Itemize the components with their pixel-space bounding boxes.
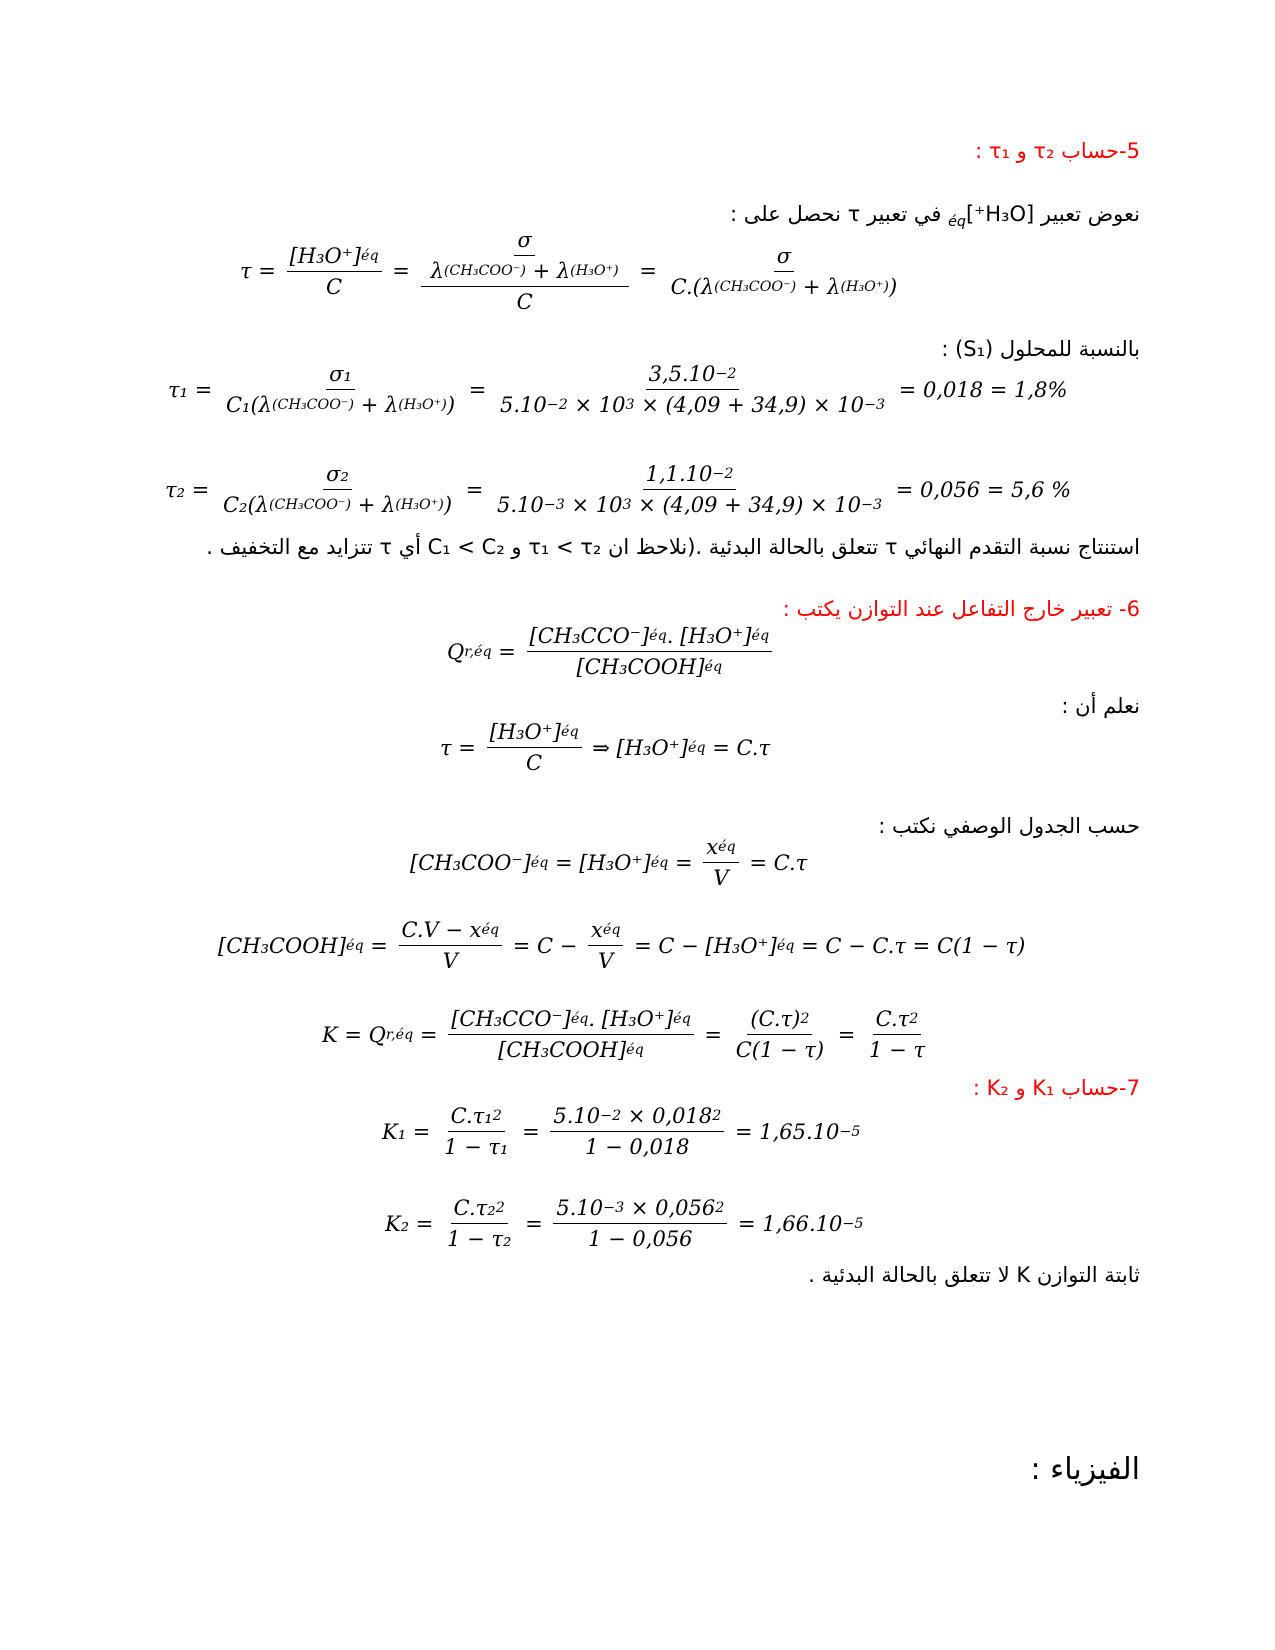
math-group <box>223 493 452 517</box>
math-text: C(1 − τ) <box>735 1038 825 1062</box>
fraction <box>421 228 629 314</box>
section6-heading <box>783 599 1140 620</box>
math-text: ) <box>888 274 898 299</box>
superscript: −3 <box>861 497 883 513</box>
math-text: × 0,056 <box>624 1196 716 1220</box>
math-text: C <box>516 290 533 314</box>
fraction-denominator <box>514 287 536 314</box>
math-text: τ₁ = <box>168 377 219 402</box>
math-text: ) <box>443 493 453 517</box>
math-text: τ = <box>440 735 483 760</box>
fraction <box>733 1007 827 1062</box>
fraction <box>553 1196 727 1251</box>
math-text: × 10 <box>564 493 623 517</box>
math-text: 3,5.10 <box>648 362 716 386</box>
math-text: 5.10 <box>556 1196 604 1220</box>
math-group <box>876 1007 919 1031</box>
math-text: ⇒ [H₃O⁺] <box>585 735 688 760</box>
fraction-numerator <box>774 244 794 272</box>
math-text: [CH₃COOH] <box>218 933 346 958</box>
fraction-denominator <box>668 272 901 299</box>
math-text: = <box>459 477 490 502</box>
equation-conc-acid <box>218 918 1025 973</box>
subscript: r,éq <box>385 1026 414 1043</box>
fraction-numerator <box>703 835 738 863</box>
superscript: −3 <box>864 397 886 413</box>
math-group <box>490 720 579 744</box>
math-text: = C − [H₃O⁺] <box>627 933 777 958</box>
math-text: V <box>442 949 458 973</box>
math-text: C.τ₁ <box>450 1104 493 1128</box>
fraction-denominator <box>428 256 622 283</box>
fraction-denominator <box>444 1224 514 1251</box>
subscript: éq <box>570 1011 589 1027</box>
math-text: x <box>706 835 719 859</box>
section7-conclusion <box>808 1265 1140 1286</box>
fraction-numerator <box>514 228 534 256</box>
math-group <box>750 1007 809 1031</box>
equation-qr <box>447 624 776 679</box>
superscript: 3 <box>622 497 632 513</box>
math-text: × (4,09 + 34,9) × 10 <box>631 493 861 517</box>
math-text: ثابتة التوازن K لا تتعلق بالحالة البدئية . <box>808 1263 1140 1287</box>
fraction-denominator <box>497 390 888 417</box>
math-text: C.(λ <box>670 274 715 299</box>
fraction-numerator <box>588 918 623 946</box>
math-text: x <box>591 918 603 942</box>
math-text: σ₁ <box>329 362 352 386</box>
superscript: −5 <box>839 1123 861 1140</box>
subscript: (H₃O⁺) <box>840 278 889 295</box>
solution-s1-label <box>941 339 1140 360</box>
math-text: = <box>385 259 417 283</box>
math-text: = C − <box>506 933 585 958</box>
fraction-denominator <box>574 652 726 679</box>
subscript: éq <box>626 1042 644 1058</box>
subscript: (CH₃COO⁻) <box>443 263 526 279</box>
fraction <box>494 462 885 517</box>
math-text: استنتاج نسبة التقدم النهائي τ تتعلق بالحالة البدئية .(نلاحظ ان τ₁ < τ₂ و C₁ < C₂ أي τ تتزايد مع التخفيف . <box>206 535 1140 559</box>
subscript: éq <box>561 724 579 740</box>
math-text: 1 − τ <box>869 1038 925 1062</box>
math-text: = 0,018 = 1,8% <box>892 377 1068 402</box>
math-text: + λ <box>525 259 571 283</box>
math-text: C <box>326 274 343 299</box>
math-text: = <box>668 850 700 875</box>
math-group <box>530 624 770 648</box>
fraction <box>703 835 738 890</box>
math-text: (C.τ) <box>750 1007 801 1031</box>
fraction-numerator <box>451 1196 508 1224</box>
superscript: 2 <box>800 1011 810 1027</box>
fraction <box>668 244 901 299</box>
subscript: éq <box>650 854 669 871</box>
math-group <box>431 259 619 283</box>
fraction <box>527 624 773 679</box>
equation-k2 <box>385 1196 863 1251</box>
math-text: K = Q <box>322 1022 386 1047</box>
section5-heading <box>975 141 1140 162</box>
superscript: −2 <box>715 366 737 382</box>
fraction-denominator <box>220 490 455 517</box>
math-text: الفيزياء : <box>1030 1452 1140 1487</box>
fraction <box>441 1104 511 1159</box>
math-text: = 1,65.10 <box>728 1119 840 1144</box>
math-group <box>290 244 379 268</box>
fraction <box>220 462 455 517</box>
math-text: 1 − τ₁ <box>444 1135 509 1159</box>
subscript: éq <box>361 247 379 264</box>
fraction-numerator <box>399 918 503 946</box>
subscript: éq <box>602 922 621 938</box>
subscript: éq <box>751 628 770 644</box>
fraction <box>866 1007 928 1062</box>
subscript: éq <box>649 628 667 644</box>
math-group <box>454 1196 505 1220</box>
superscript: −5 <box>842 1215 864 1232</box>
math-text: [CH₃COOH] <box>576 655 705 679</box>
math-text: 1,1.10 <box>645 462 713 486</box>
math-text: = 1,66.10 <box>731 1211 843 1236</box>
subscript: éq <box>481 922 500 938</box>
math-text: = <box>518 1211 550 1236</box>
math-text: = <box>462 377 493 402</box>
subscript: éq <box>718 839 736 855</box>
math-group <box>226 393 455 417</box>
subscript: (CH₃COO⁻) <box>271 397 355 413</box>
fraction-denominator <box>495 1035 647 1062</box>
subscript: éq <box>776 937 795 954</box>
fraction <box>287 244 382 299</box>
math-group <box>649 362 737 386</box>
math-text: 6- تعبير خارج التفاعل عند التوازن يكتب : <box>782 597 1140 621</box>
fraction-numerator <box>487 720 582 748</box>
fraction-numerator <box>326 362 355 390</box>
math-text: = C − C.τ = C(1 − τ) <box>794 933 1026 958</box>
superscript: 2 <box>495 1200 505 1216</box>
fraction <box>428 228 622 283</box>
math-group <box>706 835 735 859</box>
math-text: C <box>526 751 543 775</box>
subscript: éq <box>673 1011 691 1027</box>
superscript: −2 <box>712 466 734 482</box>
math-text: [CH₃COOH] <box>498 1038 627 1062</box>
math-text: C.V − x <box>401 918 482 942</box>
math-text: K₂ = <box>385 1211 441 1236</box>
equation-conc-equal <box>410 835 807 890</box>
math-text: + λ <box>796 274 841 299</box>
math-text: C.τ <box>875 1007 910 1031</box>
subscript: (H₃O⁺) <box>398 397 447 413</box>
math-text: C₁(λ <box>225 393 272 417</box>
math-text: Q <box>447 639 465 664</box>
subscript: (CH₃COO⁻) <box>268 497 352 513</box>
fraction <box>399 918 503 973</box>
equation-k1 <box>382 1104 860 1159</box>
math-text: 5.10 <box>499 393 547 417</box>
math-group <box>671 275 898 299</box>
superscript: −2 <box>546 397 568 413</box>
section5-conclusion <box>206 537 1140 558</box>
math-text: σ₂ <box>326 462 349 486</box>
math-text: × (4,09 + 34,9) × 10 <box>634 393 864 417</box>
math-group <box>577 655 723 679</box>
math-text: = <box>515 1119 547 1144</box>
math-text: 1 − τ₂ <box>447 1227 512 1251</box>
fraction-denominator <box>440 946 461 973</box>
equation-tau1 <box>168 362 1067 417</box>
math-text: . [H₃O⁺] <box>666 624 752 648</box>
fraction-denominator <box>595 946 616 973</box>
section5-intro <box>730 204 1140 229</box>
math-group <box>451 1104 502 1128</box>
subscript: éq <box>687 739 706 756</box>
math-text: [CH₃CCO⁻] <box>529 624 650 648</box>
math-group <box>553 1104 721 1128</box>
fraction-denominator <box>441 1132 511 1159</box>
math-text: = C.τ <box>742 850 808 875</box>
subscript: éq <box>704 659 723 675</box>
fraction <box>497 362 888 417</box>
fraction-denominator <box>223 390 458 417</box>
fraction-numerator <box>527 624 773 652</box>
fraction <box>588 918 623 973</box>
superscript: −3 <box>543 497 565 513</box>
math-text: [H₃O⁺] <box>489 720 561 744</box>
math-text: = [H₃O⁺] <box>548 850 651 875</box>
math-text: σ <box>517 228 532 252</box>
math-text: σ <box>776 243 792 268</box>
math-text: + λ <box>354 393 399 417</box>
math-text: 7-حساب K₁ و K₂ : <box>972 1076 1140 1100</box>
fraction <box>448 1007 694 1062</box>
math-group <box>556 1196 724 1220</box>
math-group <box>591 918 620 942</box>
fraction-denominator <box>710 863 731 890</box>
math-text: = <box>831 1022 863 1047</box>
superscript: −2 <box>600 1108 622 1124</box>
math-text: τ = <box>240 259 283 283</box>
math-text: = <box>632 259 664 283</box>
math-text: نعوض تعبير <box>1034 202 1140 226</box>
math-text: حسب الجدول الوصفي نكتب : <box>878 814 1140 838</box>
math-text: = <box>491 639 523 664</box>
math-group <box>451 1007 691 1031</box>
superscript: 2 <box>909 1011 919 1027</box>
math-text: × 10 <box>567 393 626 417</box>
math-text: K₁ = <box>382 1119 438 1144</box>
math-text: 5.10 <box>496 493 544 517</box>
math-text: = <box>363 933 395 958</box>
fraction-denominator <box>585 1224 695 1251</box>
equation-k-general <box>322 1007 932 1062</box>
math-text: = 0,056 = 5,6 % <box>889 477 1072 502</box>
fraction-denominator <box>582 1132 692 1159</box>
we-know-label <box>1061 696 1140 717</box>
physics-heading <box>1030 1452 1141 1487</box>
math-text: V <box>713 866 729 890</box>
fraction <box>444 1196 514 1251</box>
math-text: C₂(λ <box>222 493 269 517</box>
math-text: 1 − 0,018 <box>585 1135 690 1159</box>
math-text: نعلم أن : <box>1061 694 1140 718</box>
math-text: = C.τ <box>705 735 771 760</box>
subscript: (H₃O⁺) <box>570 263 619 279</box>
subscript: éq <box>948 213 966 230</box>
math-group <box>402 918 500 942</box>
fraction-denominator <box>323 272 345 299</box>
fraction-numerator <box>747 1007 812 1035</box>
math-text: = <box>697 1022 729 1047</box>
fraction <box>550 1104 724 1159</box>
math-text: في تعبير τ نحصل على : <box>730 202 949 226</box>
math-text: = <box>413 1022 445 1047</box>
math-text: + λ <box>351 493 396 517</box>
math-text: λ <box>430 259 444 283</box>
fraction-numerator <box>448 1007 694 1035</box>
fraction-numerator <box>550 1104 724 1132</box>
fraction-numerator <box>323 462 352 490</box>
section7-heading <box>973 1078 1140 1099</box>
math-text: ) <box>446 393 456 417</box>
math-group <box>498 1038 644 1062</box>
math-text: 1 − 0,056 <box>588 1227 693 1251</box>
fraction-numerator <box>421 228 629 287</box>
math-text: τ₂ = <box>165 477 216 502</box>
fraction <box>223 362 458 417</box>
fraction-numerator <box>646 362 740 390</box>
math-text: [CH₃COO⁻] <box>410 850 531 875</box>
equation-tau-h3o <box>440 720 770 775</box>
subscript: éq <box>530 854 549 871</box>
subscript: r,éq <box>464 643 492 660</box>
math-text: V <box>598 949 614 973</box>
subscript: (CH₃COO⁻) <box>714 278 797 295</box>
table-note-label <box>878 816 1140 837</box>
math-group <box>497 493 882 517</box>
fraction-denominator <box>866 1035 928 1062</box>
superscript: 2 <box>712 1108 722 1124</box>
fraction-numerator <box>873 1007 922 1035</box>
math-text: 5.10 <box>553 1104 601 1128</box>
math-text: C.τ₂ <box>453 1196 496 1220</box>
math-text: بالنسبة للمحلول (S₁) : <box>941 337 1140 361</box>
fraction-denominator <box>494 490 885 517</box>
superscript: 2 <box>715 1200 725 1216</box>
math-group <box>646 462 734 486</box>
fraction-numerator <box>553 1196 727 1224</box>
superscript: 2 <box>492 1108 502 1124</box>
fraction-numerator <box>287 244 382 272</box>
superscript: −3 <box>603 1200 625 1216</box>
math-text: × 0,018 <box>621 1104 713 1128</box>
fraction-denominator <box>733 1035 827 1062</box>
subscript: (H₃O⁺) <box>395 497 444 513</box>
math-text: [H₃O⁺] <box>289 243 361 268</box>
math-group <box>500 393 885 417</box>
math-text: [H₃O⁺] <box>965 202 1035 226</box>
math-text: . [H₃O⁺] <box>588 1007 674 1031</box>
math-text: [CH₃CCO⁻] <box>451 1007 571 1031</box>
equation-tau2 <box>165 462 1071 517</box>
math-text: 5-حساب τ₂ و τ₁ : <box>975 139 1140 163</box>
subscript: éq <box>346 937 364 954</box>
fraction-numerator <box>448 1104 505 1132</box>
fraction-denominator <box>523 748 545 775</box>
superscript: 3 <box>625 397 635 413</box>
equation-tau-general <box>240 228 904 314</box>
fraction <box>487 720 582 775</box>
fraction-numerator <box>643 462 737 490</box>
